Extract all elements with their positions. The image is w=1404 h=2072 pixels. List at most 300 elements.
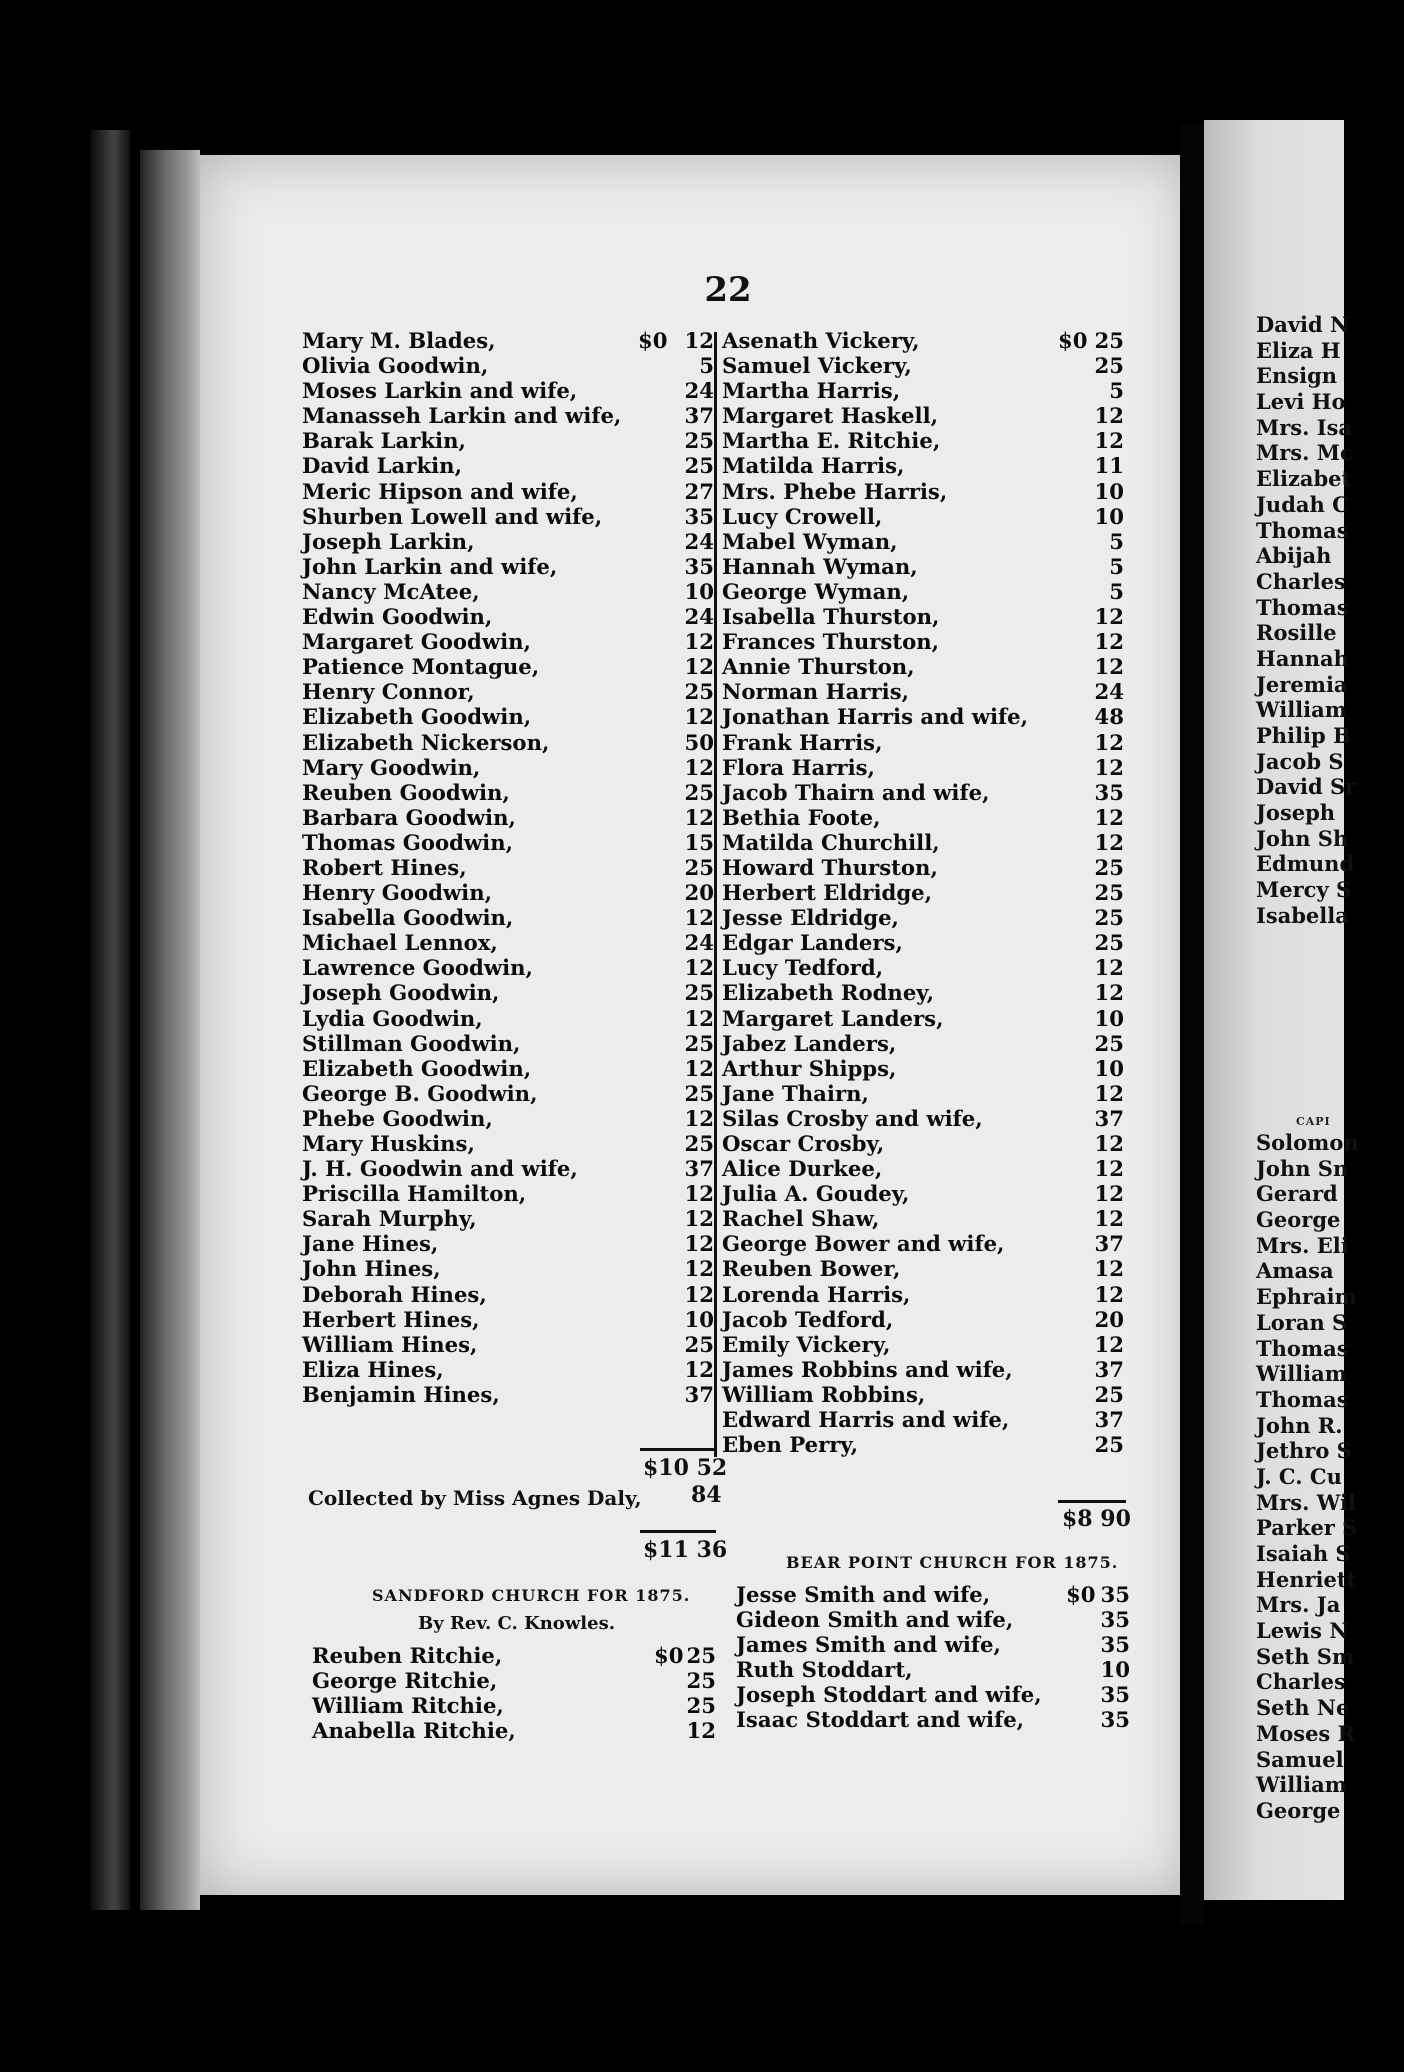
facing-page-name: Hannah — [1256, 645, 1349, 671]
ledger-row — [302, 504, 714, 529]
subscription-amount: 25 — [1094, 1432, 1124, 1458]
subscription-amount: 24 — [684, 604, 714, 630]
ledger-row — [722, 579, 1124, 604]
facing-page-heading: CAPI — [1296, 1115, 1331, 1128]
ledger-row — [722, 780, 1124, 805]
facing-page-name: Henriett — [1256, 1566, 1357, 1592]
subscription-amount: 12 — [1094, 1281, 1124, 1307]
subscriber-name: Flora Harris, — [722, 754, 875, 780]
subscription-amount: 12 — [1094, 804, 1124, 830]
facing-page-name: Moses R — [1256, 1720, 1356, 1746]
subscription-amount: 25 — [1094, 353, 1124, 379]
ledger-row — [722, 1106, 1124, 1131]
currency-mark: $0 — [638, 328, 668, 353]
subscription-amount: 12 — [1094, 829, 1124, 855]
ledger-row — [302, 679, 714, 704]
ledger-row — [722, 453, 1124, 478]
subscriber-name: Isabella Goodwin, — [302, 905, 514, 931]
subscriber-name: Edgar Landers, — [722, 930, 903, 956]
ledger-row — [302, 1231, 714, 1256]
ledger-row — [302, 955, 714, 980]
subscription-amount: 12 — [1094, 729, 1124, 755]
ledger-row — [736, 1632, 1130, 1657]
facing-page-name: Samuel — [1256, 1746, 1344, 1772]
ledger-row — [722, 1407, 1124, 1432]
ledger-row — [302, 328, 714, 353]
ledger-row — [302, 428, 714, 453]
ledger-row — [722, 855, 1124, 880]
subscriber-name: Olivia Goodwin, — [302, 353, 489, 379]
subscriber-name: Meric Hipson and wife, — [302, 478, 578, 504]
ledger-row — [302, 378, 714, 403]
collected-amount: 84 — [691, 1482, 722, 1508]
subscriber-name: Deborah Hines, — [302, 1281, 487, 1307]
ledger-row — [722, 1256, 1124, 1281]
ledger-row — [722, 905, 1124, 930]
subscriber-name: Reuben Bower, — [722, 1256, 901, 1282]
subscriber-name: Michael Lennox, — [302, 930, 498, 956]
sandford-byline: By Rev. C. Knowles. — [418, 1613, 615, 1634]
subscription-amount: 12 — [684, 905, 714, 931]
ledger-row — [302, 1031, 714, 1056]
subscriber-name: William Ritchie, — [312, 1693, 504, 1719]
facing-page-name: Ensign — [1256, 363, 1338, 389]
ledger-row — [722, 805, 1124, 830]
ledger-row — [722, 428, 1124, 453]
subscription-amount: 12 — [1094, 403, 1124, 429]
ledger-row — [736, 1682, 1130, 1707]
ledger-row — [302, 905, 714, 930]
subscriber-name: Frances Thurston, — [722, 629, 940, 655]
subscription-amount: 10 — [1094, 1055, 1124, 1081]
ledger-row — [302, 780, 714, 805]
subscriber-name: John Larkin and wife, — [302, 553, 558, 579]
subscription-amount: 10 — [1094, 503, 1124, 529]
subscriber-name: Shurben Lowell and wife, — [302, 503, 603, 529]
facing-page-name: David N — [1256, 312, 1350, 337]
subscription-amount: 50 — [684, 729, 714, 755]
ledger-row — [302, 1357, 714, 1382]
facing-page-name: Charles — [1256, 568, 1346, 594]
ledger-row — [722, 1231, 1124, 1256]
ledger-row — [302, 755, 714, 780]
subscription-amount: 25 — [686, 1668, 716, 1694]
facing-page-name: Philip B — [1256, 723, 1351, 748]
facing-page-name: Levi Ho — [1256, 389, 1346, 415]
subscription-amount: 35 — [1094, 779, 1124, 805]
subscription-amount: 10 — [1094, 478, 1124, 504]
ledger-row — [302, 529, 714, 554]
subscription-amount: 12 — [1094, 980, 1124, 1006]
facing-page-name: Mrs. Wil — [1256, 1489, 1356, 1515]
subscription-amount: 25 — [684, 679, 714, 705]
facing-page-name: Parker S — [1256, 1515, 1358, 1541]
subscriber-name: Julia A. Goudey, — [722, 1181, 910, 1207]
ledger-row — [302, 1332, 714, 1357]
subscriber-name: Annie Thurston, — [722, 654, 915, 680]
facing-page-name: Mercy S — [1256, 877, 1352, 903]
subscription-amount: 12 — [1094, 754, 1124, 780]
facing-page-name: Isaiah S — [1256, 1541, 1351, 1566]
ledger-row — [302, 930, 714, 955]
facing-page-name: Seth Sm — [1256, 1643, 1355, 1669]
subscriber-name: Emily Vickery, — [722, 1331, 891, 1357]
facing-page-name: Gerard — [1256, 1181, 1338, 1207]
right-subscriber-column — [722, 328, 1124, 1457]
facing-page-name: Lewis N — [1256, 1618, 1349, 1644]
ledger-row — [722, 730, 1124, 755]
subscriber-name: Barbara Goodwin, — [302, 804, 516, 830]
subscription-amount: 12 — [1094, 1206, 1124, 1232]
subscriber-name: Herbert Hines, — [302, 1306, 480, 1332]
subscription-amount: 20 — [684, 880, 714, 906]
subscriber-name: Patience Montague, — [302, 654, 540, 680]
bear-point-list — [736, 1582, 1130, 1733]
sandford-list — [312, 1643, 716, 1743]
subscriber-name: George Wyman, — [722, 578, 910, 604]
subscriber-name: Jesse Smith and wife, — [736, 1582, 991, 1607]
ledger-row — [736, 1657, 1130, 1682]
subscription-amount: 11 — [1094, 453, 1124, 479]
subscription-amount: 37 — [684, 1156, 714, 1182]
subscription-amount: 5 — [1109, 528, 1124, 554]
subscription-amount: 12 — [684, 1206, 714, 1232]
facing-page-name: William — [1256, 1361, 1347, 1387]
ledger-row — [312, 1718, 716, 1743]
facing-page-name: William — [1256, 1772, 1347, 1798]
ledger-row — [722, 679, 1124, 704]
facing-page-name: Joseph — [1256, 800, 1336, 826]
facing-page-name: Solomon — [1256, 1130, 1359, 1155]
subscription-amount: 10 — [1094, 1005, 1124, 1031]
facing-page-name: Jethro S — [1256, 1438, 1352, 1464]
subscription-amount: 12 — [1094, 629, 1124, 655]
subscriber-name: John Hines, — [302, 1256, 441, 1282]
facing-page-name: Mrs. Isa — [1256, 414, 1353, 440]
subscription-amount: 25 — [684, 453, 714, 479]
ledger-row — [302, 855, 714, 880]
subscription-amount: 37 — [1094, 1356, 1124, 1382]
ledger-row — [722, 1432, 1124, 1457]
ledger-row — [302, 479, 714, 504]
subscription-amount: 12 — [1094, 1331, 1124, 1357]
subscription-amount: 37 — [684, 403, 714, 429]
subscription-amount: 24 — [684, 528, 714, 554]
subscriber-name: Margaret Haskell, — [722, 403, 939, 429]
page-stack-edge — [90, 130, 130, 1910]
subscriber-name: Elizabeth Rodney, — [722, 980, 934, 1006]
subscriber-name: Frank Harris, — [722, 729, 883, 755]
ledger-row — [722, 1156, 1124, 1181]
facing-page-name: Judah C — [1256, 491, 1349, 517]
subscriber-name: Edwin Goodwin, — [302, 604, 493, 630]
ledger-row — [312, 1693, 716, 1718]
subscription-amount: 27 — [684, 478, 714, 504]
subscription-amount: 12 — [1094, 1080, 1124, 1106]
ledger-row — [722, 1006, 1124, 1031]
subscriber-name: Margaret Goodwin, — [302, 629, 531, 655]
subscription-amount: 5 — [1109, 578, 1124, 604]
ledger-row — [722, 755, 1124, 780]
subscription-amount: 20 — [1094, 1306, 1124, 1332]
subscription-amount: 5 — [1109, 378, 1124, 404]
ledger-row — [302, 1282, 714, 1307]
subscriber-name: Margaret Landers, — [722, 1005, 944, 1031]
subscriber-name: Mabel Wyman, — [722, 528, 898, 554]
subscription-amount: 12 — [684, 1256, 714, 1282]
ledger-row — [722, 328, 1124, 353]
subscription-amount: 35 — [1100, 1682, 1130, 1708]
facing-page-name: Loran S — [1256, 1309, 1348, 1335]
subscription-amount: 12 — [1094, 604, 1124, 630]
ledger-row — [302, 805, 714, 830]
facing-page-name: George — [1256, 1207, 1341, 1233]
facing-page-name: John Sh — [1256, 825, 1349, 851]
subscriber-name: Eben Perry, — [722, 1432, 859, 1458]
right-total: $8 90 — [1062, 1506, 1131, 1532]
subscriber-name: Henry Connor, — [302, 679, 475, 705]
subscription-amount: 25 — [684, 980, 714, 1006]
page-stack-shadow — [140, 150, 200, 1910]
subscriber-name: Oscar Crosby, — [722, 1131, 885, 1156]
facing-page-name: Edmund — [1256, 851, 1355, 877]
ledger-row — [722, 930, 1124, 955]
facing-page-name: Mrs. Mc — [1256, 440, 1353, 466]
subscription-amount: 12 — [684, 1231, 714, 1257]
subscription-amount: 37 — [1094, 1231, 1124, 1257]
subscription-amount: 48 — [1094, 704, 1124, 730]
facing-page-name: Jeremia — [1256, 671, 1348, 697]
subscription-amount: 12 — [1094, 1256, 1124, 1282]
subscriber-name: Lawrence Goodwin, — [302, 955, 533, 981]
subscriber-name: William Robbins, — [722, 1381, 926, 1407]
facing-page-name: Mrs. Eli — [1256, 1232, 1349, 1258]
facing-page-name: Abijah — [1256, 543, 1332, 569]
facing-page-name: Thomas — [1256, 1335, 1349, 1361]
ledger-row — [302, 1106, 714, 1131]
left-total: $11 36 — [643, 1537, 728, 1563]
subscriber-name: Elizabeth Goodwin, — [302, 704, 532, 730]
subscriber-name: Jacob Tedford, — [722, 1306, 894, 1332]
facing-page-name: David Sr — [1256, 774, 1357, 800]
ledger-row — [722, 1181, 1124, 1206]
subscription-amount: 35 — [1100, 1707, 1130, 1733]
subscriber-name: J. H. Goodwin and wife, — [302, 1156, 578, 1182]
subscription-amount: 25 — [1094, 880, 1124, 906]
ledger-row — [722, 955, 1124, 980]
bear-point-heading: BEAR POINT CHURCH FOR 1875. — [786, 1553, 1119, 1572]
facing-page-list-top — [1204, 312, 1404, 929]
subscription-amount: 12 — [684, 328, 714, 353]
subscriber-name: Henry Goodwin, — [302, 880, 492, 906]
ledger-row — [722, 353, 1124, 378]
subscription-amount: 25 — [684, 428, 714, 454]
subscriber-name: Ruth Stoddart, — [736, 1657, 913, 1683]
facing-page-name: Thomas — [1256, 1386, 1349, 1412]
subscription-amount: 25 — [686, 1693, 716, 1719]
subscriber-name: Bethia Foote, — [722, 804, 881, 830]
subscriber-name: Joseph Stoddart and wife, — [736, 1682, 1042, 1708]
facing-page-name: Ephraim — [1256, 1284, 1357, 1310]
subscription-amount: 25 — [684, 779, 714, 805]
ledger-row — [722, 1081, 1124, 1106]
subscriber-name: Isaac Stoddart and wife, — [736, 1707, 1025, 1733]
subscriber-name: Alice Durkee, — [722, 1156, 883, 1182]
subscription-amount: 5 — [1109, 553, 1124, 579]
subscription-amount: 12 — [1094, 1131, 1124, 1156]
subscriber-name: Reuben Goodwin, — [302, 779, 510, 805]
subscriber-name: Joseph Goodwin, — [302, 980, 500, 1006]
subscriber-name: Priscilla Hamilton, — [302, 1181, 527, 1207]
subscriber-name: William Hines, — [302, 1331, 478, 1357]
subscriber-name: Jabez Landers, — [722, 1030, 897, 1056]
subscription-amount: 25 — [684, 854, 714, 880]
subscriber-name: Manasseh Larkin and wife, — [302, 403, 622, 429]
page-number: 22 — [704, 270, 752, 310]
subscriber-name: Moses Larkin and wife, — [302, 378, 578, 404]
ledger-row — [302, 830, 714, 855]
facing-page-name: Mrs. Ja — [1256, 1592, 1341, 1618]
subscriber-name: Thomas Goodwin, — [302, 829, 513, 855]
subscriber-name: Matilda Churchill, — [722, 829, 940, 855]
ledger-row — [722, 1131, 1124, 1156]
subscription-amount: 35 — [684, 503, 714, 529]
subscriber-name: Howard Thurston, — [722, 854, 938, 880]
subscription-amount: 12 — [684, 1005, 714, 1031]
ledger-row — [302, 1181, 714, 1206]
ledger-row — [312, 1668, 716, 1693]
subscription-amount: 12 — [684, 955, 714, 981]
ledger-row — [302, 1206, 714, 1231]
ledger-row — [722, 504, 1124, 529]
subscription-amount: 25 — [1094, 328, 1124, 353]
subscriber-name: Anabella Ritchie, — [312, 1718, 516, 1744]
subscriber-name: Gideon Smith and wife, — [736, 1607, 1014, 1633]
subscriber-name: Arthur Shipps, — [722, 1055, 897, 1081]
subscription-amount: 12 — [1094, 1181, 1124, 1207]
subscriber-name: Jonathan Harris and wife, — [722, 704, 1028, 730]
subscriber-name: Reuben Ritchie, — [312, 1643, 503, 1668]
subscriber-name: David Larkin, — [302, 453, 462, 479]
subscription-amount: 10 — [684, 578, 714, 604]
subscription-amount: 15 — [684, 829, 714, 855]
subscriber-name: Elizabeth Nickerson, — [302, 729, 550, 755]
subscription-amount: 24 — [684, 930, 714, 956]
ledger-row — [722, 1307, 1124, 1332]
subscription-amount: 37 — [1094, 1105, 1124, 1131]
subscription-amount: 25 — [1094, 1030, 1124, 1056]
subscriber-name: Herbert Eldridge, — [722, 880, 932, 906]
subscription-amount: 25 — [1094, 854, 1124, 880]
subscriber-name: Norman Harris, — [722, 679, 910, 705]
subscription-amount: 25 — [684, 1030, 714, 1056]
facing-page-name: Elizabet — [1256, 466, 1352, 492]
ledger-row — [722, 1206, 1124, 1231]
facing-page-name: George — [1256, 1797, 1341, 1823]
subscriber-name: Jane Thairn, — [722, 1080, 869, 1106]
subscriber-name: Benjamin Hines, — [302, 1381, 500, 1407]
column-divider — [714, 332, 717, 1457]
ledger-row — [722, 830, 1124, 855]
subscription-amount: 12 — [684, 1281, 714, 1307]
ledger-row — [302, 554, 714, 579]
ledger-row — [302, 1056, 714, 1081]
ledger-row — [722, 479, 1124, 504]
ledger-row — [302, 353, 714, 378]
subscription-amount: 12 — [686, 1718, 716, 1744]
subscriber-name: Mrs. Phebe Harris, — [722, 478, 948, 504]
subscription-amount: 12 — [684, 629, 714, 655]
ledger-row — [302, 1006, 714, 1031]
ledger-row — [722, 654, 1124, 679]
ledger-row — [302, 704, 714, 729]
currency-mark: $0 — [1066, 1582, 1096, 1607]
subscription-amount: 12 — [684, 1105, 714, 1131]
subscription-amount: 25 — [686, 1643, 716, 1668]
subscriber-name: Stillman Goodwin, — [302, 1030, 521, 1056]
subscriber-name: Lydia Goodwin, — [302, 1005, 483, 1031]
ledger-row — [312, 1643, 716, 1668]
currency-mark: $0 — [1058, 328, 1088, 353]
ledger-row — [302, 579, 714, 604]
subscription-amount: 12 — [1094, 428, 1124, 454]
subscription-amount: 35 — [1100, 1632, 1130, 1658]
subscriber-name: Robert Hines, — [302, 854, 467, 880]
subscription-amount: 24 — [684, 378, 714, 404]
subscriber-name: Silas Crosby and wife, — [722, 1105, 983, 1131]
ledger-row — [302, 403, 714, 428]
subscription-amount: 12 — [684, 654, 714, 680]
ledger-row — [302, 1081, 714, 1106]
subscriber-name: Matilda Harris, — [722, 453, 905, 479]
ledger-row — [722, 1382, 1124, 1407]
subscriber-name: Lucy Tedford, — [722, 955, 884, 981]
subscriber-name: Samuel Vickery, — [722, 353, 912, 379]
ledger-row — [302, 604, 714, 629]
subscription-amount: 12 — [1094, 654, 1124, 680]
ledger-row — [722, 980, 1124, 1005]
ledger-row — [722, 403, 1124, 428]
subscriber-name: Jane Hines, — [302, 1231, 439, 1257]
ledger-row — [722, 529, 1124, 554]
subscription-amount: 25 — [684, 1331, 714, 1357]
ledger-row — [302, 1307, 714, 1332]
facing-page-name: John Sn — [1256, 1155, 1349, 1181]
subscriber-name: Jacob Thairn and wife, — [722, 779, 990, 805]
ledger-row — [722, 1031, 1124, 1056]
collected-label: Collected by Miss Agnes Daly, — [308, 1486, 642, 1510]
subscription-amount: 24 — [1094, 679, 1124, 705]
ledger-row — [722, 704, 1124, 729]
subscription-amount: 12 — [684, 754, 714, 780]
subscriber-name: Elizabeth Goodwin, — [302, 1055, 532, 1081]
ledger-row — [722, 629, 1124, 654]
subscriber-name: Mary Goodwin, — [302, 754, 481, 780]
subscriber-name: Rachel Shaw, — [722, 1206, 880, 1232]
ledger-row — [722, 880, 1124, 905]
subscriber-name: Mary M. Blades, — [302, 328, 496, 353]
subscription-amount: 12 — [684, 804, 714, 830]
subscriber-name: Martha Harris, — [722, 378, 901, 404]
ledger-row — [722, 1357, 1124, 1382]
ledger-row — [302, 1156, 714, 1181]
currency-mark: $0 — [654, 1643, 684, 1668]
left-subtotal: $10 52 — [643, 1455, 728, 1481]
subscription-amount: 12 — [684, 704, 714, 730]
left-subscriber-column — [302, 328, 714, 1407]
facing-page-name: Isabella — [1256, 902, 1349, 928]
subscriber-name: James Robbins and wife, — [722, 1356, 1013, 1382]
